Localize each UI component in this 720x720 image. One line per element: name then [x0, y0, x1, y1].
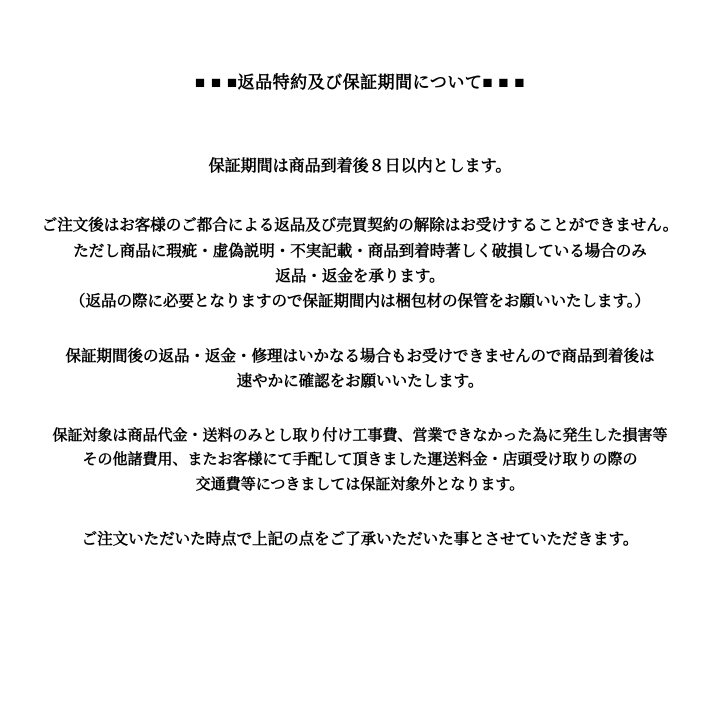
- section-warranty-period: [14, 154, 706, 180]
- text-line: ご注文後はお客様のご都合による返品及び売買契約の解除はお受けすることができません。: [41, 217, 679, 235]
- section-after-warranty: [14, 344, 706, 394]
- text-line: その他諸費用、またお客様にて手配して頂きました運送料金・店頭受け取りの際の: [82, 451, 638, 469]
- section-agreement: [14, 527, 706, 552]
- text-line: 保証対象は商品代金・送料のみとし取り付け工事費、営業できなかった為に発生した損害等: [52, 427, 668, 445]
- text-line: 速やかに確認をお願いいたします。: [236, 372, 484, 390]
- text-line: ただし商品に瑕疵・虚偽説明・不実記載・商品到着時著しく破損している場合のみ: [73, 242, 647, 260]
- page-title: ■ ■ ■返品特約及び保証期間について■ ■ ■: [194, 73, 526, 92]
- text-line: 保証期間後の返品・返金・修理はいかなる場合もお受けできませんので商品到着後は: [65, 347, 655, 365]
- text-line: 交通費等につきましては保証対象外となります。: [195, 475, 525, 493]
- text-line: （返品の際に必要となりますので保証期間内は梱包材の保管をお願いいたします。）: [69, 292, 650, 310]
- text-line: 返品・返金を承ります。: [275, 267, 445, 285]
- text-line: 保証期間は商品到着後８日以内とします。: [208, 157, 512, 175]
- section-return-conditions: [14, 213, 706, 313]
- section-coverage-scope: [14, 424, 706, 497]
- text-line: ご注文いただいた時点で上記の点をご了承いただいた事とさせていただきます。: [81, 530, 639, 548]
